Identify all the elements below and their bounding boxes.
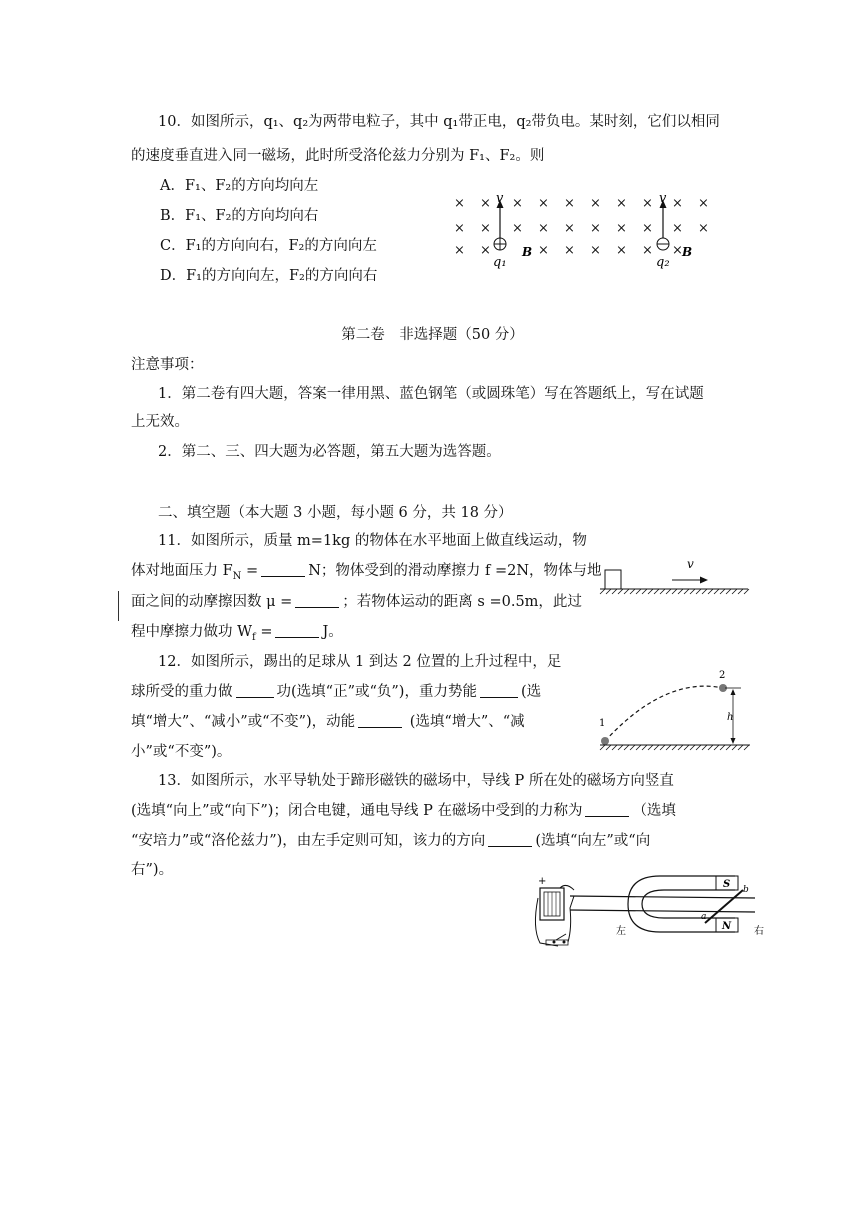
answer-blank-force-name[interactable] xyxy=(585,802,629,817)
ground-hatch xyxy=(744,745,749,750)
block-on-ground-figure xyxy=(600,558,750,598)
notice-title: 注意事项： xyxy=(131,357,204,373)
ground-hatch xyxy=(732,745,737,750)
ground-hatch xyxy=(666,589,671,594)
ground-hatch xyxy=(696,745,701,750)
field-label-b2: B xyxy=(682,245,693,259)
north-pole-label: N xyxy=(722,921,732,932)
horseshoe-magnet-figure xyxy=(530,868,780,958)
ground-hatch xyxy=(672,745,677,750)
q13-line3: “安培力”或“洛伦兹力”)，由左手定则可知，该力的方向 (选填“向左”或“向 xyxy=(131,833,651,849)
height-label: h xyxy=(727,712,734,723)
ground-hatch xyxy=(678,745,683,750)
ground-hatch xyxy=(684,589,689,594)
ground-hatch xyxy=(684,745,689,750)
field-cross: × xyxy=(454,221,465,236)
q10-line1: 10．如图所示，q₁、q₂为两带电粒子，其中 q₁带正电，q₂带负电。某时刻，它们以相同 xyxy=(158,114,720,130)
ground-hatch xyxy=(714,745,719,750)
field-cross: × xyxy=(480,221,491,236)
answer-blank-normal-force[interactable] xyxy=(261,562,305,577)
rail-bottom xyxy=(570,910,755,912)
ground-hatch xyxy=(612,745,617,750)
field-cross: × xyxy=(538,243,549,258)
ball-position-1 xyxy=(601,737,609,745)
ground-hatch xyxy=(624,745,629,750)
answer-blank-potential-energy[interactable] xyxy=(480,683,518,698)
q12-line1: 12．如图所示，踢出的足球从 1 到达 2 位置的上升过程中，足 xyxy=(158,654,562,670)
field-cross: × xyxy=(590,196,601,211)
ground-hatch xyxy=(630,745,635,750)
ground-hatch xyxy=(738,745,743,750)
rail-top xyxy=(570,896,755,898)
field-cross: × xyxy=(616,221,627,236)
football-trajectory-figure xyxy=(595,668,755,753)
field-cross: × xyxy=(698,221,709,236)
section2-title: 第二卷 非选择题（50 分） xyxy=(341,327,524,343)
ground-hatch xyxy=(708,589,713,594)
point-a-label: a xyxy=(701,912,707,922)
position-label-1: 1 xyxy=(599,718,606,729)
field-cross: × xyxy=(512,196,523,211)
field-crosses xyxy=(454,196,709,258)
field-cross: × xyxy=(590,243,601,258)
ground-hatch xyxy=(618,589,623,594)
q10-option-c: C．F₁的方向向右，F₂的方向向左 xyxy=(160,238,377,254)
note-1-cont: 上无效。 xyxy=(131,414,189,430)
velocity-label: v xyxy=(687,557,694,571)
q10-option-b: B．F₁、F₂的方向均向右 xyxy=(160,208,319,224)
ground-hatch xyxy=(678,589,683,594)
ground-hatch xyxy=(726,745,731,750)
field-cross: × xyxy=(454,196,465,211)
field-cross: × xyxy=(480,196,491,211)
field-cross: × xyxy=(564,243,575,258)
ground-hatch xyxy=(636,589,641,594)
field-label-b1: B xyxy=(522,245,533,259)
ground-hatch xyxy=(696,589,701,594)
ground-hatch xyxy=(726,589,731,594)
q10-option-d: D．F₁的方向向左，F₂的方向向右 xyxy=(160,268,378,284)
field-cross: × xyxy=(642,221,653,236)
ground-hatch xyxy=(690,745,695,750)
part2-heading: 二、填空题（本大题 3 小题，每小题 6 分，共 18 分） xyxy=(158,505,513,521)
field-cross: × xyxy=(672,243,683,258)
switch xyxy=(546,934,568,945)
answer-blank-kinetic-energy[interactable] xyxy=(358,713,402,728)
ground-hatch xyxy=(648,589,653,594)
field-cross: × xyxy=(512,221,523,236)
q11-line3: 面之间的动摩擦因数 μ = ；若物体运动的距离 s =0.5m，此过 xyxy=(131,594,582,610)
ground-hatch xyxy=(654,589,659,594)
ground-hatch xyxy=(744,589,749,594)
right-label: 右 xyxy=(754,926,764,937)
field-cross: × xyxy=(538,221,549,236)
field-cross: × xyxy=(672,221,683,236)
field-cross: × xyxy=(616,243,627,258)
text-cursor xyxy=(118,591,119,621)
q11-line1: 11．如图所示，质量 m=1kg 的物体在水平地面上做直线运动，物 xyxy=(158,533,587,549)
field-cross: × xyxy=(564,221,575,236)
field-cross: × xyxy=(590,221,601,236)
field-cross: × xyxy=(642,196,653,211)
ground-hatch xyxy=(642,589,647,594)
ground-hatch xyxy=(720,589,725,594)
ground-hatch xyxy=(690,589,695,594)
magnet-inner xyxy=(642,890,735,918)
ground-hatch xyxy=(714,589,719,594)
ground-hatch xyxy=(600,745,605,750)
field-cross: × xyxy=(454,243,465,258)
answer-blank-friction-work[interactable] xyxy=(275,623,319,638)
note-2: 2．第二、三、四大题为必答题，第五大题为选答题。 xyxy=(158,444,501,460)
q12-line4: 小”或“不变”)。 xyxy=(131,744,232,760)
ground-hatch xyxy=(606,589,611,594)
answer-blank-force-direction[interactable] xyxy=(488,832,532,847)
ground-hatch xyxy=(648,745,653,750)
ground-hatch xyxy=(654,745,659,750)
ground-hatch xyxy=(606,745,611,750)
q13-line2: (选填“向上”或“向下”)；闭合电键，通电导线 P 在磁场中受到的力称为 （选填 xyxy=(131,803,676,819)
magnet-outer xyxy=(628,876,735,932)
note-1: 1．第二卷有四大题，答案一律用黑、蓝色钢笔（或圆珠笔）写在答题纸上，写在试题 xyxy=(158,386,704,402)
field-cross: × xyxy=(642,243,653,258)
ground-hatch xyxy=(708,745,713,750)
battery-plus-label: + xyxy=(538,876,547,887)
ground-hatch xyxy=(636,745,641,750)
field-cross: × xyxy=(564,196,575,211)
left-label: 左 xyxy=(616,926,626,937)
block xyxy=(605,570,621,589)
q10-option-a: A．F₁、F₂的方向均向左 xyxy=(160,178,319,194)
magnetic-field-figure xyxy=(450,188,715,278)
trajectory-path xyxy=(605,686,723,741)
q12-line2: 球所受的重力做 功(选填“正”或“负”)，重力势能 (选 xyxy=(131,684,542,700)
ground-hatch xyxy=(642,745,647,750)
point-b-label: b xyxy=(743,885,749,895)
ground-hatch xyxy=(624,589,629,594)
ground-hatch xyxy=(720,745,725,750)
q11-line4: 程中摩擦力做功 $W_f = J$。 xyxy=(131,624,343,643)
ground-hatch xyxy=(612,589,617,594)
velocity-label-q2: v xyxy=(659,191,667,206)
ground-hatch xyxy=(732,589,737,594)
field-cross: × xyxy=(698,196,709,211)
q12-line3: 填“增大”、“减小”或“不变”)，动能 (选填“增大”、“减 xyxy=(131,714,525,730)
velocity-label-q1: v xyxy=(496,191,504,206)
q10-line2: 的速度垂直进入同一磁场，此时所受洛伦兹力分别为 F₁、F₂。则 xyxy=(131,148,545,164)
ground-hatch xyxy=(618,745,623,750)
position-label-2: 2 xyxy=(719,670,726,681)
ground-hatch xyxy=(738,589,743,594)
q2-label: q₂ xyxy=(656,255,670,270)
field-cross: × xyxy=(538,196,549,211)
q13-line1: 13．如图所示，水平导轨处于蹄形磁铁的磁场中，导线 P 所在处的磁场方向竖直 xyxy=(158,773,674,789)
south-pole-label: S xyxy=(723,879,731,890)
ground-hatch xyxy=(672,589,677,594)
field-cross: × xyxy=(480,243,491,258)
ground-hatch xyxy=(702,589,707,594)
ground-hatch xyxy=(702,745,707,750)
ground-hatch xyxy=(600,589,605,594)
ground-hatch xyxy=(660,745,665,750)
ground-hatch xyxy=(666,745,671,750)
answer-blank-friction-coefficient[interactable] xyxy=(295,593,339,608)
ground-hatch xyxy=(630,589,635,594)
ground-hatch xyxy=(660,589,665,594)
answer-blank-gravity-work[interactable] xyxy=(236,683,274,698)
q1-label: q₁ xyxy=(493,255,507,270)
field-cross: × xyxy=(672,196,683,211)
q13-line4: 右”)。 xyxy=(131,862,174,878)
field-cross: × xyxy=(616,196,627,211)
q11-line2: 体对地面压力 $F_N = N$；物体受到的滑动摩擦力 f =2N，物体与地 xyxy=(131,563,602,582)
